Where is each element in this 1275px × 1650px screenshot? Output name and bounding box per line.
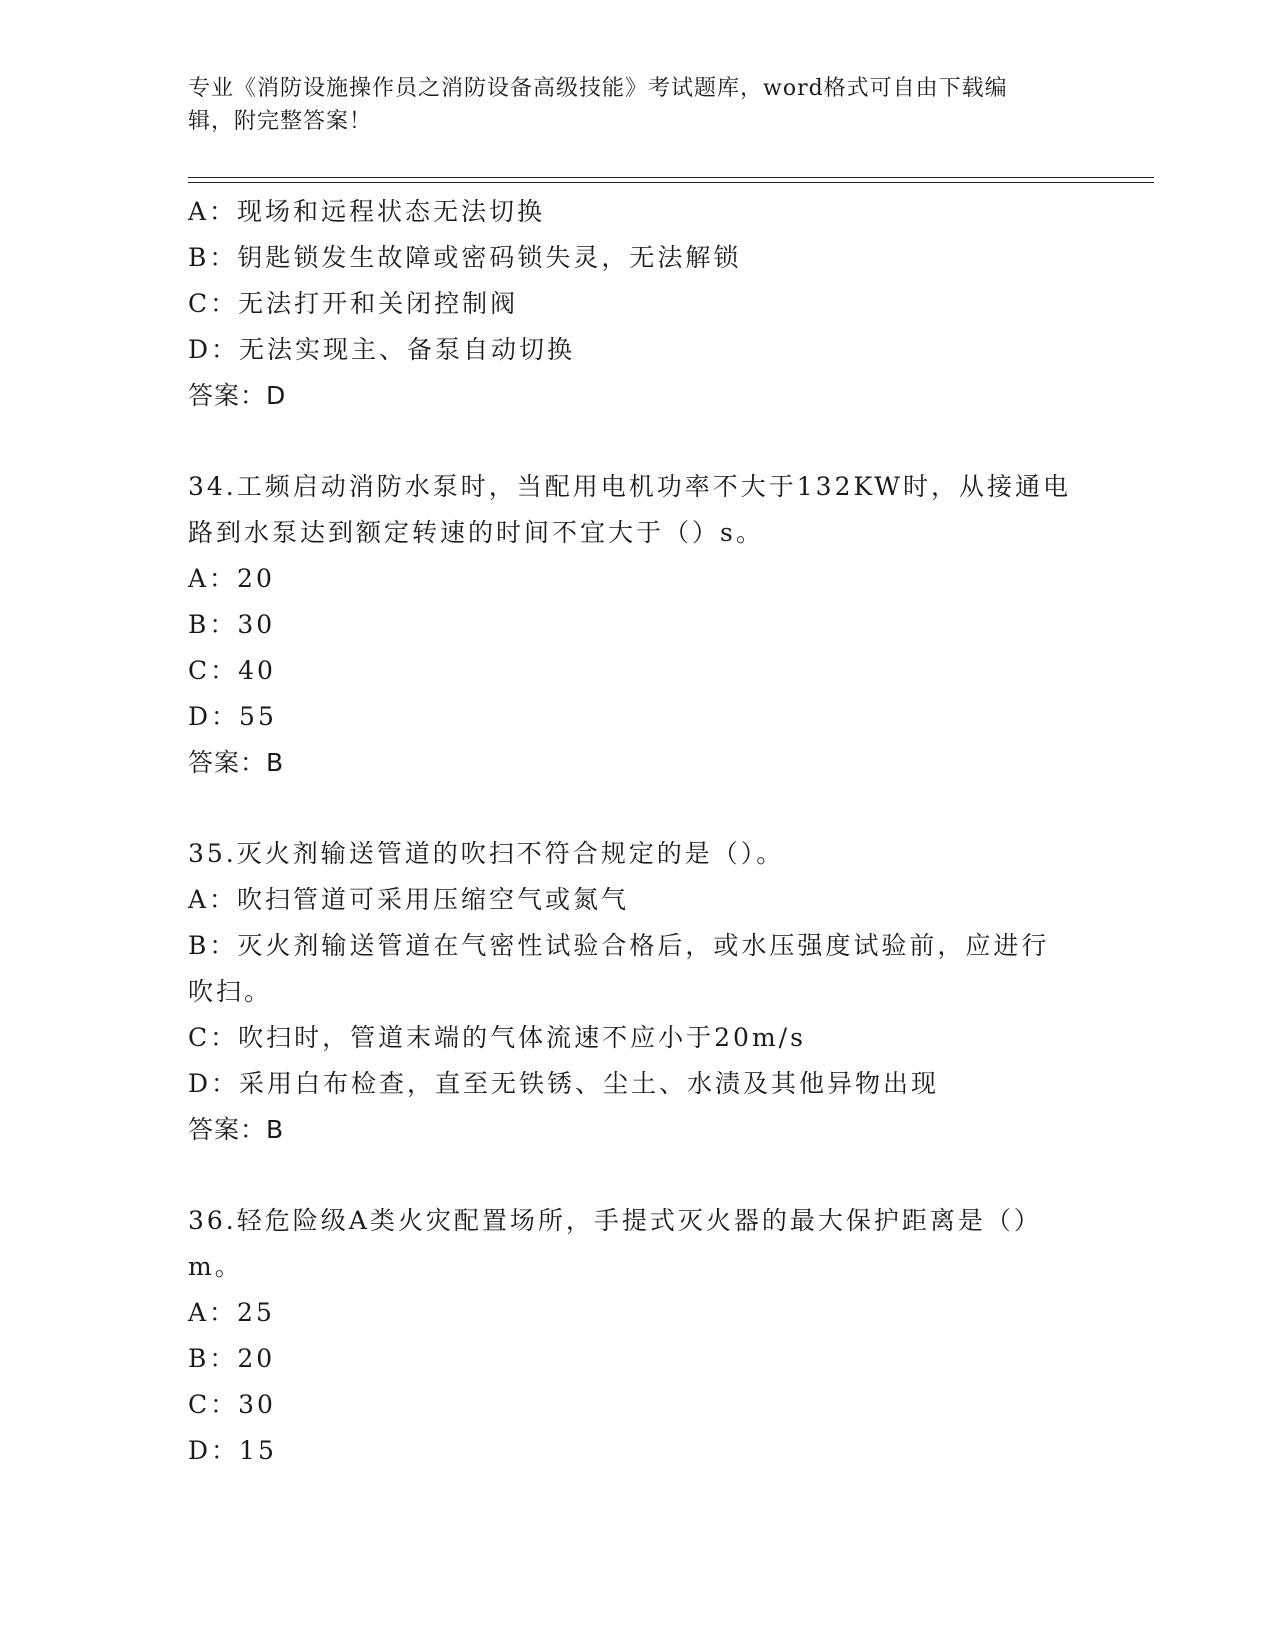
question-text-line-2: m。 [188,1252,243,1281]
option-c: C：40 [188,656,276,685]
option-a: A：吹扫管道可采用压缩空气或氮气 [188,885,630,914]
spacer [188,786,1088,831]
question-text-line-1: 34.工频启动消防水泵时，当配用电机功率不大于132KW时，从接通电 [188,472,1071,501]
document-header [188,72,1068,138]
header-divider-top [188,177,1154,178]
answer-line: 答案：B [188,1115,285,1144]
answer-line: 答案：D [188,381,287,410]
option-d: D：无法实现主、备泵自动切换 [188,335,576,364]
question-34 [188,464,1088,786]
option-a: A：现场和远程状态无法切换 [188,197,546,226]
question-text-line-2: 路到水泵达到额定转速的时间不宜大于（）s。 [188,518,764,547]
option-b: B：钥匙锁发生故障或密码锁失灵，无法解锁 [188,243,742,272]
option-a: A：25 [188,1298,275,1327]
option-c: C：30 [188,1390,276,1419]
option-d: D：15 [188,1436,277,1465]
option-c: C：吹扫时，管道末端的气体流速不应小于20m/s [188,1023,806,1052]
option-c: C：无法打开和关闭控制阀 [188,289,519,318]
option-b: B：20 [188,1344,276,1373]
option-d: D：采用白布检查，直至无铁锈、尘土、水渍及其他异物出现 [188,1069,940,1098]
spacer [188,1153,1088,1198]
question-36 [188,1198,1088,1474]
option-d: D：55 [188,702,277,731]
answer-line: 答案：B [188,748,285,777]
header-line-1: 专业《消防设施操作员之消防设备高级技能》考试题库，word格式可自由下载编 [188,76,1008,101]
header-line-2: 辑，附完整答案！ [188,109,373,134]
spacer [188,419,1088,464]
question-list [188,189,1088,1474]
option-b: B：灭火剂输送管道在气密性试验合格后，或水压强度试验前，应进行 [188,931,1050,960]
question-35 [188,831,1088,1153]
option-a: A：20 [188,564,275,593]
option-b-continued: 吹扫。 [188,977,273,1006]
header-divider-bottom [188,182,1154,183]
question-block-prev [188,189,1088,419]
question-text-line-1: 36.轻危险级A类火灾配置场所，手提式灭火器的最大保护距离是（） [188,1206,1042,1235]
question-text-line-1: 35.灭火剂输送管道的吹扫不符合规定的是（）。 [188,839,785,868]
option-b: B：30 [188,610,276,639]
